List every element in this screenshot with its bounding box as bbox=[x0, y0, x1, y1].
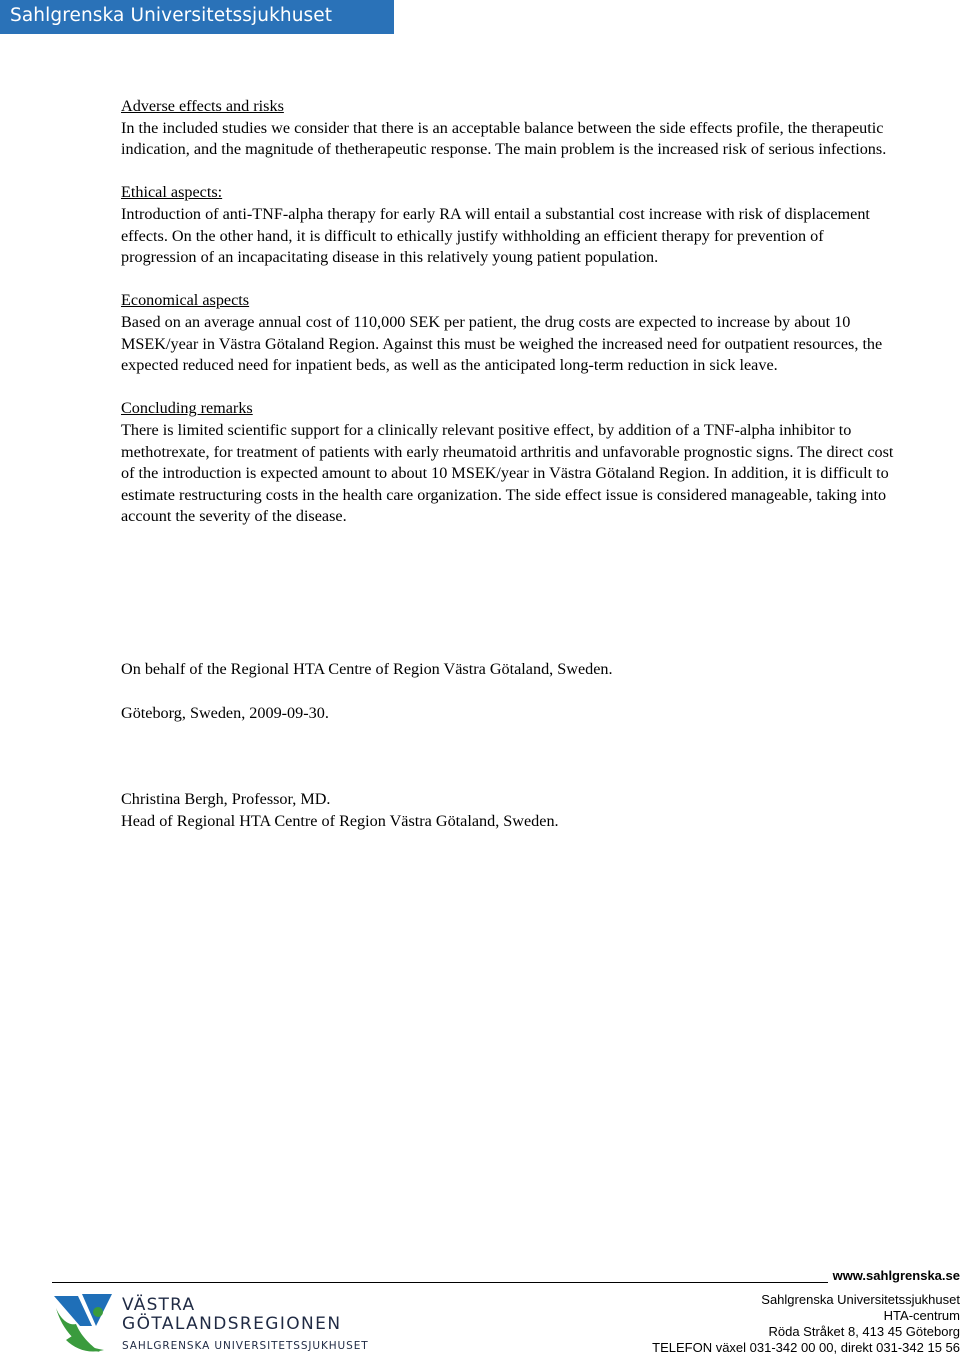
logo-wordmark-line-2: GÖTALANDSREGIONEN bbox=[122, 1314, 342, 1334]
footer-contact-line: HTA-centrum bbox=[883, 1308, 960, 1323]
section-ethical-aspects bbox=[121, 182, 901, 268]
section-heading: Economical aspects bbox=[121, 291, 250, 310]
section-concluding-remarks bbox=[121, 398, 901, 528]
behalf-statement: On behalf of the Regional HTA Centre of Region Västra Götaland, Sweden. bbox=[121, 660, 613, 678]
footer-contact-block bbox=[652, 1292, 960, 1356]
footer-website: www.sahlgrenska.se bbox=[832, 1268, 960, 1283]
section-economical-aspects bbox=[121, 290, 901, 376]
footer-contact-line: TELEFON växel 031-342 00 00, direkt 031-342 15 56 bbox=[652, 1340, 960, 1355]
section-paragraph: Introduction of anti-TNF-alpha therapy for early RA will entail a substantial cost increase with risk of displacement effects. On the other hand, it is difficult to ethically justify withholding an efficient therapy for prevention of progression of an incapacitating disease in this relatively young patient population. bbox=[121, 204, 870, 267]
section-adverse-effects bbox=[121, 96, 901, 161]
section-paragraph: Based on an average annual cost of 110,000 SEK per patient, the drug costs are expected to increase by about 10 MSEK/year in Västra Götaland Region. Against this must be weighed the increased need for outpatient resources, the expected reduced need for inpatient beds, as well as the anticipated long-term reduction in sick leave. bbox=[121, 312, 883, 375]
logo-wordmark-line-1: VÄSTRA bbox=[122, 1295, 196, 1315]
document-body bbox=[121, 96, 901, 549]
place-date: Göteborg, Sweden, 2009-09-30. bbox=[121, 704, 329, 722]
footer-contact-line: Röda Stråket 8, 413 45 Göteborg bbox=[768, 1324, 960, 1339]
banner-title: Sahlgrenska Universitetssjukhuset bbox=[10, 5, 333, 26]
footer-contact-line: Sahlgrenska Universitetssjukhuset bbox=[761, 1292, 960, 1307]
section-paragraph: In the included studies we consider that there is an acceptable balance between the side effects profile, the therapeutic indication, and the magnitude of thetherapeutic response. The main problem is the increased risk of serious infections. bbox=[121, 118, 887, 159]
header-banner bbox=[0, 0, 394, 34]
signatory-role: Head of Regional HTA Centre of Region Västra Götaland, Sweden. bbox=[121, 812, 559, 830]
section-heading: Ethical aspects: bbox=[121, 183, 223, 202]
vastra-gotalandsregionen-logo-icon bbox=[52, 1290, 116, 1356]
section-heading: Concluding remarks bbox=[121, 399, 253, 418]
section-paragraph: There is limited scientific support for a clinically relevant positive effect, by addition of a TNF-alpha inhibitor to methotrexate, for treatment of patients with early rheumatoid arthritis and unfavorable prognostic signs. The direct cost of the introduction is expected amount to about 10 MSEK/year in Västra Götaland Region. In addition, it is difficult to estimate restructuring costs in the health care organization. The side effect issue is considered manageable, taking into account the severity of the disease. bbox=[121, 420, 894, 526]
logo-wordmark-line-3: SAHLGRENSKA UNIVERSITETSSJUKHUSET bbox=[122, 1340, 369, 1352]
footer-logo bbox=[52, 1290, 392, 1356]
signatory-name: Christina Bergh, Professor, MD. bbox=[121, 790, 331, 808]
section-heading: Adverse effects and risks bbox=[121, 97, 284, 115]
footer-divider bbox=[52, 1282, 828, 1283]
